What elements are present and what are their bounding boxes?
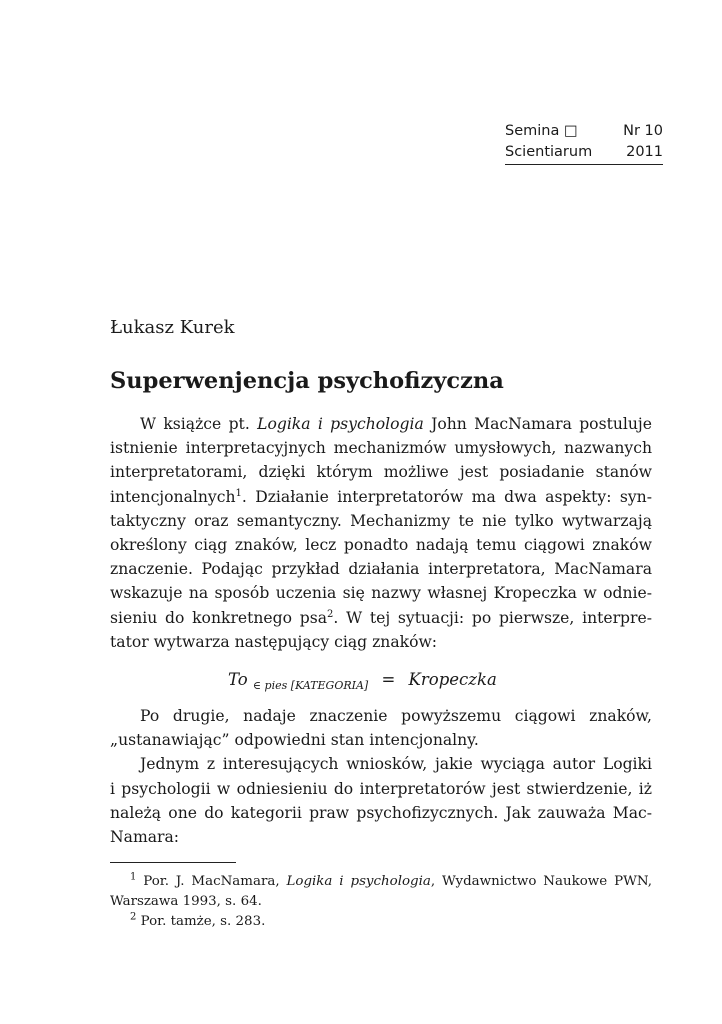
issue-year: 2011 bbox=[626, 144, 663, 160]
text-line: taktyczny oraz semantyczny. Mechanizmy te nie tylko wytwarzają bbox=[110, 511, 652, 530]
footnote-line: $^1$ Por. J. MacNamara, Logika i psychologia, Wydawnictwo Naukowe PWN, bbox=[130, 871, 652, 889]
footnote-mark-2: 2 bbox=[130, 911, 137, 923]
footnote-book-title: Logika i psychologia bbox=[286, 874, 431, 889]
text-line: „ustanawiając” odpowiedni stan intencjonalny. bbox=[110, 731, 479, 750]
footnote-mark-1: 1 bbox=[130, 871, 137, 883]
journal-name-line2: Scientiarum bbox=[505, 144, 593, 160]
text-line: określony ciąg znaków, lecz ponadto nadają temu ciągowi znaków bbox=[110, 536, 652, 555]
book-title: Logika i psychologia bbox=[257, 415, 424, 433]
equation-rhs: Kropeczka bbox=[408, 670, 497, 689]
text-line: Jednym z interesujących wniosków, jakie wyciąga autor Logiki bbox=[140, 755, 652, 774]
text-line: znaczenie. Podając przykład działania interpretatora, MacNamara bbox=[110, 560, 652, 579]
paragraphs-2-3 bbox=[110, 704, 652, 849]
text-line: sieniu do konkretnego psa$^2$. W tej sytuacji: po pierwsze, interpre- bbox=[110, 608, 652, 627]
author-name: Łukasz Kurek bbox=[110, 317, 235, 338]
paragraph-1 bbox=[110, 412, 652, 654]
footnote-1 bbox=[110, 872, 652, 912]
equation-subscript: ∈ pies [KATEGORIA] bbox=[252, 679, 369, 692]
footnote-ref-1: 1 bbox=[235, 487, 242, 499]
text-line: Namara: bbox=[110, 828, 180, 847]
display-equation bbox=[228, 670, 497, 692]
journal-name-line1: Semina □ bbox=[505, 123, 578, 139]
text-line: Po drugie, nadaje znaczenie powyższemu ciągowi znaków, bbox=[140, 707, 652, 725]
footnote-line: Warszawa 1993, s. 64. bbox=[110, 894, 262, 909]
footnote-2 bbox=[110, 912, 652, 932]
text-line: W książce pt. Logika i psychologia John MacNamara postuluje bbox=[140, 415, 652, 433]
text-line: intencjonalnych$^1$. Działanie interpretatorów ma dwa aspekty: syn- bbox=[110, 487, 652, 506]
article-title: Superwenjencja psychofizyczna bbox=[110, 368, 504, 394]
journal-header bbox=[505, 121, 663, 165]
footnote-line: $^2$ Por. tamże, s. 283. bbox=[130, 911, 266, 929]
footnote-ref-2: 2 bbox=[327, 608, 334, 620]
text-line: wskazuje na sposób uczenia się nazwy własnej Kropeczka w odnie- bbox=[110, 584, 652, 603]
text-line: tator wytwarza następujący ciąg znaków: bbox=[110, 632, 438, 651]
text-line: należą one do kategorii praw psychofizycznych. Jak zauważa Mac- bbox=[110, 803, 652, 822]
equation-operator: = bbox=[381, 670, 396, 689]
equation-lhs: To bbox=[228, 670, 248, 689]
text-line: istnienie interpretacyjnych mechanizmów umysłowych, nazwanych bbox=[110, 439, 652, 458]
header-rule bbox=[505, 164, 663, 165]
footnote-rule bbox=[110, 862, 236, 863]
issue-number: Nr 10 bbox=[623, 123, 663, 139]
text-line: interpretatorami, dzięki którym możliwe jest posiadanie stanów bbox=[110, 463, 652, 482]
text-line: i psychologii w odniesieniu do interpretatorów jest stwierdzenie, iż bbox=[110, 779, 652, 798]
